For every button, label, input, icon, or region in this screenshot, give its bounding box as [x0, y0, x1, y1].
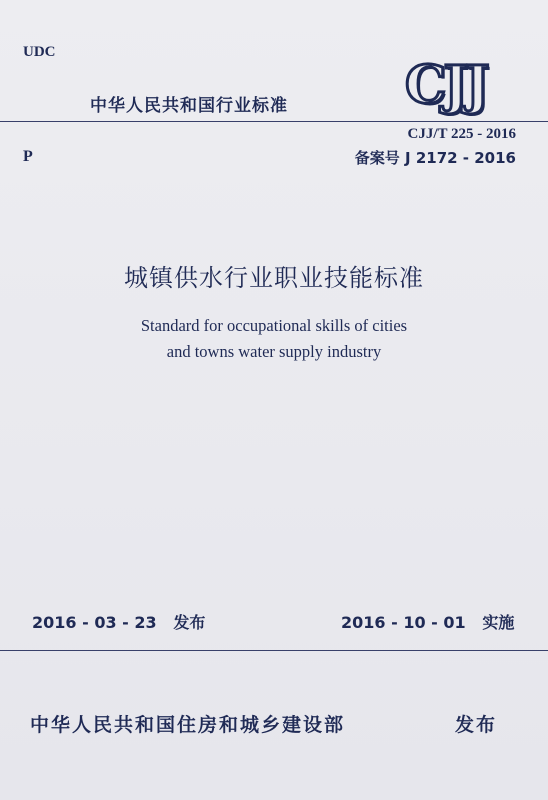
issue-date: 2016 - 03 - 23 发布 — [32, 613, 206, 632]
chinese-title: 城镇供水行业职业技能标准 — [124, 264, 424, 292]
issuing-ministry: 中华人民共和国住房和城乡建设部 — [30, 714, 346, 736]
standard-number: CJJ/T 225 - 2016 — [407, 126, 516, 142]
cjj-logo: CJJ — [405, 55, 487, 116]
implementation-date: 2016 - 10 - 01 实施 — [341, 613, 515, 632]
english-title-line-1: Standard for occupational skills of cities — [140, 316, 408, 335]
national-standard-heading: 中华人民共和国行业标准 — [90, 96, 288, 116]
bottom-divider — [0, 650, 548, 651]
udc-label: UDC — [23, 44, 56, 60]
record-number: 备案号 J 2172 - 2016 — [354, 149, 516, 167]
publish-label: 发布 — [455, 714, 498, 736]
category-label: P — [23, 148, 33, 165]
english-title — [0, 313, 548, 365]
english-title-line-2: and towns water supply industry — [166, 342, 382, 361]
top-divider — [0, 121, 548, 122]
